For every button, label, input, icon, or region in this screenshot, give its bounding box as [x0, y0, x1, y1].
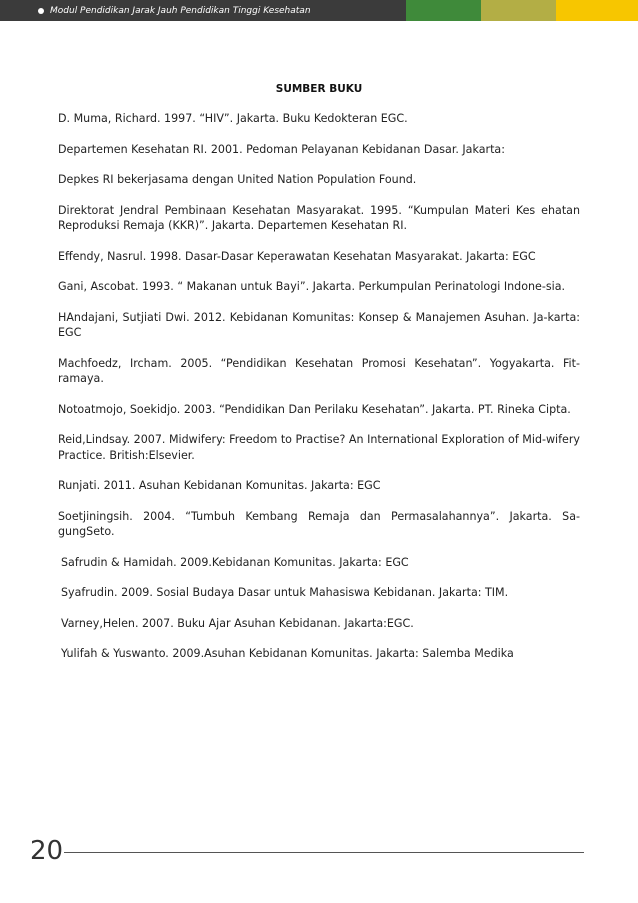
reference-item: Runjati. 2011. Asuhan Kebidanan Komunitas. Jakarta: EGC	[58, 479, 381, 492]
reference-item: Machfoedz, Ircham. 2005. “Pendidikan Kesehatan Promosi Kesehatan”. Yogyakarta. Fit-ramaya.	[58, 356, 580, 385]
section-heading: SUMBER BUKU	[275, 83, 363, 95]
bullet-dot-icon	[38, 8, 44, 14]
reference-item: Soetjiningsih. 2004. “Tumbuh Kembang Remaja dan Permasalahannya”. Jakarta. Sa-gungSeto.	[58, 509, 580, 538]
reference-item: Varney,Helen. 2007. Buku Ajar Asuhan Kebidanan. Jakarta:EGC.	[61, 616, 414, 630]
reference-item: Safrudin & Hamidah. 2009.Kebidanan Komunitas. Jakarta: EGC	[61, 555, 409, 569]
reference-item: HAndajani, Sutjiati Dwi. 2012. Kebidanan Komunitas: Konsep & Manajemen Asuhan. Ja-karta: EGC	[58, 310, 580, 339]
reference-item: Reid,Lindsay. 2007. Midwifery: Freedom to Practise? An International Exploration of Mid-wifery Practice. British:Elsevier.	[58, 433, 580, 462]
page-number: 20	[30, 836, 64, 866]
reference-item: Yulifah & Yuswanto. 2009.Asuhan Kebidanan Komunitas. Jakarta: Salemba Medika	[61, 647, 514, 660]
header-title: Modul Pendidikan Jarak Jauh Pendidikan Tinggi Kesehatan	[50, 5, 311, 16]
reference-item: D. Muma, Richard. 1997. “HIV”. Jakarta. Buku Kedokteran EGC.	[58, 112, 408, 125]
reference-item: Effendy, Nasrul. 1998. Dasar-Dasar Keperawatan Kesehatan Masyarakat. Jakarta: EGC	[58, 249, 536, 263]
reference-item: Notoatmojo, Soekidjo. 2003. “Pendidikan Dan Perilaku Kesehatan”. Jakarta. PT. Rineka Cipta.	[58, 402, 571, 416]
footer-rule	[64, 852, 584, 853]
reference-item: Depkes RI bekerjasama dengan United Nation Population Found.	[58, 173, 417, 186]
header-color-block-green	[406, 0, 481, 21]
reference-item: Departemen Kesehatan RI. 2001. Pedoman Pelayanan Kebidanan Dasar. Jakarta:	[58, 142, 505, 156]
reference-list	[58, 111, 580, 677]
reference-item: Syafrudin. 2009. Sosial Budaya Dasar untuk Mahasiswa Kebidanan. Jakarta: TIM.	[61, 586, 509, 599]
page-header	[0, 0, 638, 21]
reference-item: Direktorat Jendral Pembinaan Kesehatan Masyarakat. 1995. “Kumpulan Materi Kes ehatan Reproduksi Remaja (KKR)”. Jakarta. Departemen Kesehatan RI.	[58, 203, 580, 232]
header-color-block-olive	[481, 0, 556, 21]
header-color-block-yellow	[556, 0, 638, 21]
header-title-bar	[0, 0, 406, 21]
reference-item: Gani, Ascobat. 1993. “ Makanan untuk Bayi”. Jakarta. Perkumpulan Perinatologi Indone-sia.	[58, 280, 566, 293]
